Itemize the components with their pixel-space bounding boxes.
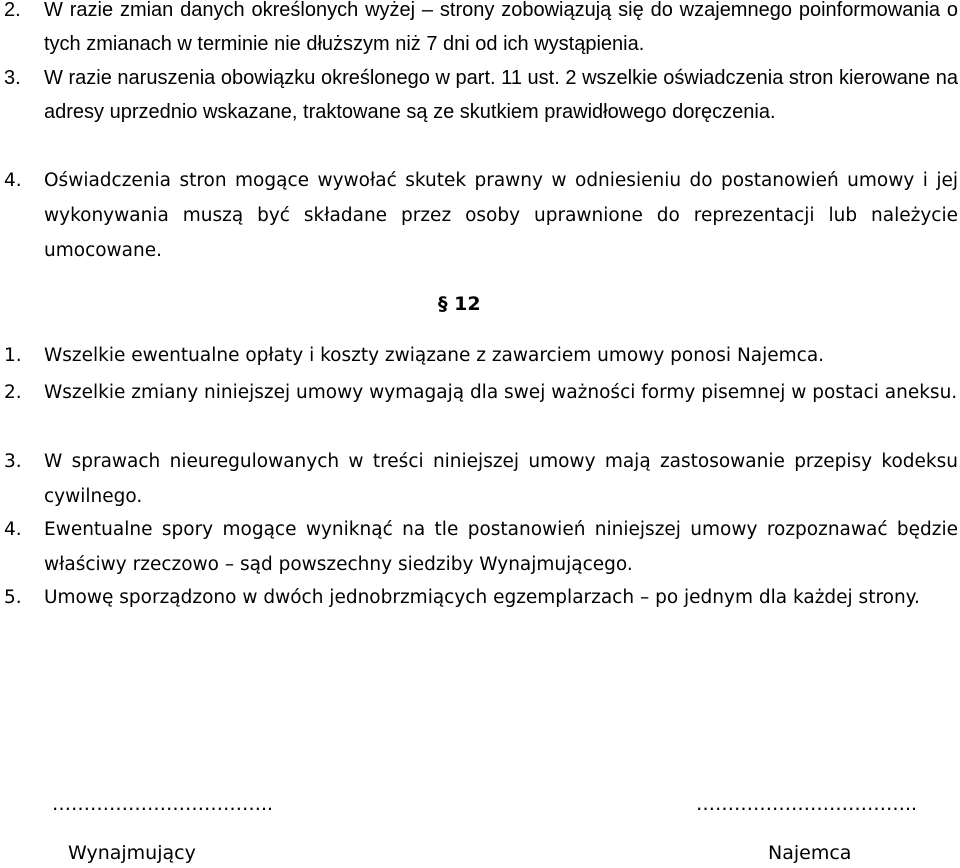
item-number: 5. [4, 587, 22, 608]
clause-text: Oświadczenia stron mogące wywołać skutek prawny w odniesieniu do postanowień umowy i jej wykonywania muszą być składane przez osoby uprawnione do reprezentacji lub należycie umocowane. [44, 170, 958, 261]
signature-line-tenant: …………………………….. [696, 793, 918, 815]
clause-number: 2. [4, 0, 21, 21]
item-text: Wszelkie zmiany niniejszej umowy wymagają dla swej ważności formy pisemnej w postaci aneksu. [44, 382, 958, 403]
item-number: 1. [4, 345, 22, 366]
item-number: 3. [4, 451, 22, 472]
section-heading: § 12 [438, 293, 481, 315]
item-text: Ewentualne spory mogące wyniknąć na tle postanowień niniejszej umowy rozpoznawać będzie właściwy rzeczowo – sąd powszechny siedziby Wynajmującego. [44, 519, 958, 575]
item-text: Wszelkie ewentualne opłaty i koszty związane z zawarciem umowy ponosi Najemca. [44, 345, 825, 366]
item-number: 4. [4, 519, 22, 540]
clause-number: 4. [4, 170, 22, 191]
signature-label-landlord: Wynajmujący [68, 842, 196, 864]
signature-line-landlord: …………………………….. [52, 793, 274, 815]
signature-label-tenant: Najemca [768, 842, 852, 864]
clause-number: 3. [4, 67, 21, 89]
clause-text: W razie zmian danych określonych wyżej – strony zobowiązują się do wzajemnego poinformowania o tych zmianach w terminie nie dłuższym niż 7 dni od ich wystąpienia. [44, 0, 958, 55]
clause-text: W razie naruszenia obowiązku określonego w part. 11 ust. 2 wszelkie oświadczenia stron kierowane na adresy uprzednio wskazane, traktowane są ze skutkiem prawidłowego doręczenia. [44, 67, 958, 123]
item-number: 2. [4, 382, 22, 403]
item-text: W sprawach nieuregulowanych w treści niniejszej umowy mają zastosowanie przepisy kodeksu cywilnego. [44, 451, 958, 507]
item-text: Umowę sporządzono w dwóch jednobrzmiących egzemplarzach – po jednym dla każdej strony. [44, 587, 920, 608]
